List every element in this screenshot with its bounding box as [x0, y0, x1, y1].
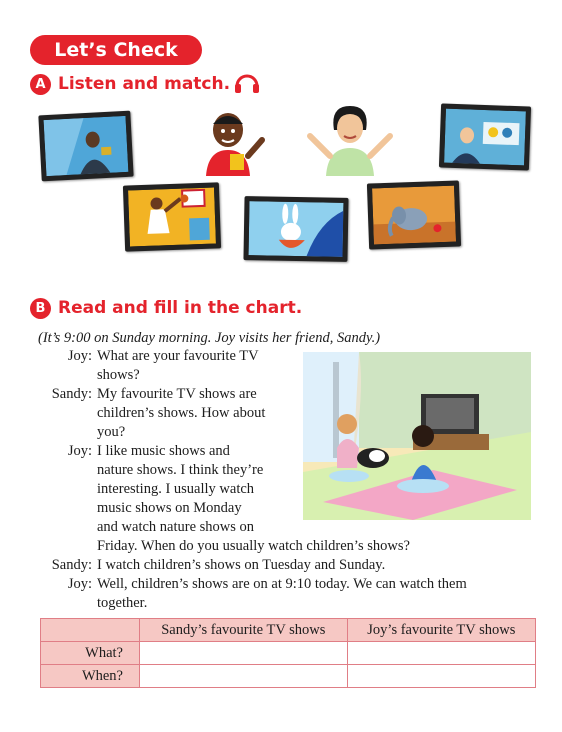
speaker — [34, 594, 92, 613]
dialogue-text: children’s shows. How about — [97, 405, 266, 421]
dialogue-line — [34, 537, 467, 556]
row-label-when: When? — [41, 665, 140, 688]
chart-header-row — [41, 619, 536, 642]
dialogue-line — [34, 575, 467, 594]
answer-cell-sandy-what[interactable] — [140, 642, 348, 665]
speaker — [34, 537, 92, 556]
speaker: Sandy: — [51, 557, 92, 573]
living-room-illustration — [303, 352, 531, 520]
dialogue-text: interesting. I usually watch — [97, 481, 255, 497]
speaker — [34, 480, 92, 499]
dialogue-text: Well, children’s shows are on at 9:10 today. We can watch them — [97, 576, 467, 592]
lets-check-banner: Let’s Check — [30, 35, 202, 65]
dialogue-line — [34, 518, 467, 537]
boy-illustration — [198, 104, 270, 181]
answer-cell-sandy-when[interactable] — [140, 665, 348, 688]
dialogue-text: you? — [97, 424, 126, 440]
speaker — [34, 404, 92, 423]
answer-cell-joy-what[interactable] — [347, 642, 535, 665]
speaker: Sandy: — [51, 386, 92, 402]
speaker — [34, 461, 92, 480]
table-row — [41, 665, 536, 688]
dialogue-text: What are your favourite TV — [97, 348, 259, 364]
dialogue-intro: (It’s 9:00 on Sunday morning. Joy visits her friend, Sandy.) — [38, 330, 381, 346]
chart-header-joy: Joy’s favourite TV shows — [347, 619, 535, 642]
dialogue-text: together. — [97, 595, 148, 611]
section-a-badge: A — [30, 74, 51, 95]
fill-in-chart — [40, 618, 536, 688]
dialogue-text: and watch nature shows on — [97, 519, 255, 535]
speaker — [34, 423, 92, 442]
dialogue-text: music shows on Monday — [97, 500, 242, 516]
speaker: Joy: — [67, 348, 92, 364]
dialogue-text: My favourite TV shows are — [97, 386, 257, 402]
dialogue-text: shows? — [97, 367, 140, 383]
girl-illustration — [304, 100, 396, 181]
dialogue-text: I like music shows and — [97, 443, 230, 459]
speaker: Joy: — [67, 443, 92, 459]
table-row — [41, 642, 536, 665]
dialogue-text: nature shows. I think they’re — [97, 462, 264, 478]
speaker — [34, 518, 92, 537]
section-b-badge: B — [30, 298, 51, 319]
tv-screen-5 — [367, 180, 461, 249]
tv-screen-1 — [38, 111, 133, 182]
speaker — [34, 366, 92, 385]
tv-screen-4 — [243, 196, 348, 262]
headphones-icon[interactable] — [234, 71, 260, 100]
speaker — [34, 499, 92, 518]
tv-screen-2 — [439, 103, 531, 170]
section-b-title: Read and fill in the chart. — [58, 298, 303, 318]
row-label-what: What? — [41, 642, 140, 665]
chart-header-sandy: Sandy’s favourite TV shows — [140, 619, 348, 642]
dialogue-text: Friday. When do you usually watch children’s shows? — [97, 538, 410, 554]
dialogue-text: I watch children’s shows on Tuesday and Sunday. — [97, 557, 386, 573]
dialogue-line — [34, 556, 467, 575]
chart-header-corner — [41, 619, 140, 642]
answer-cell-joy-when[interactable] — [347, 665, 535, 688]
dialogue-line — [34, 594, 467, 613]
tv-screen-3 — [123, 182, 221, 251]
speaker: Joy: — [67, 576, 92, 592]
section-a-title: Listen and match. — [58, 74, 231, 94]
